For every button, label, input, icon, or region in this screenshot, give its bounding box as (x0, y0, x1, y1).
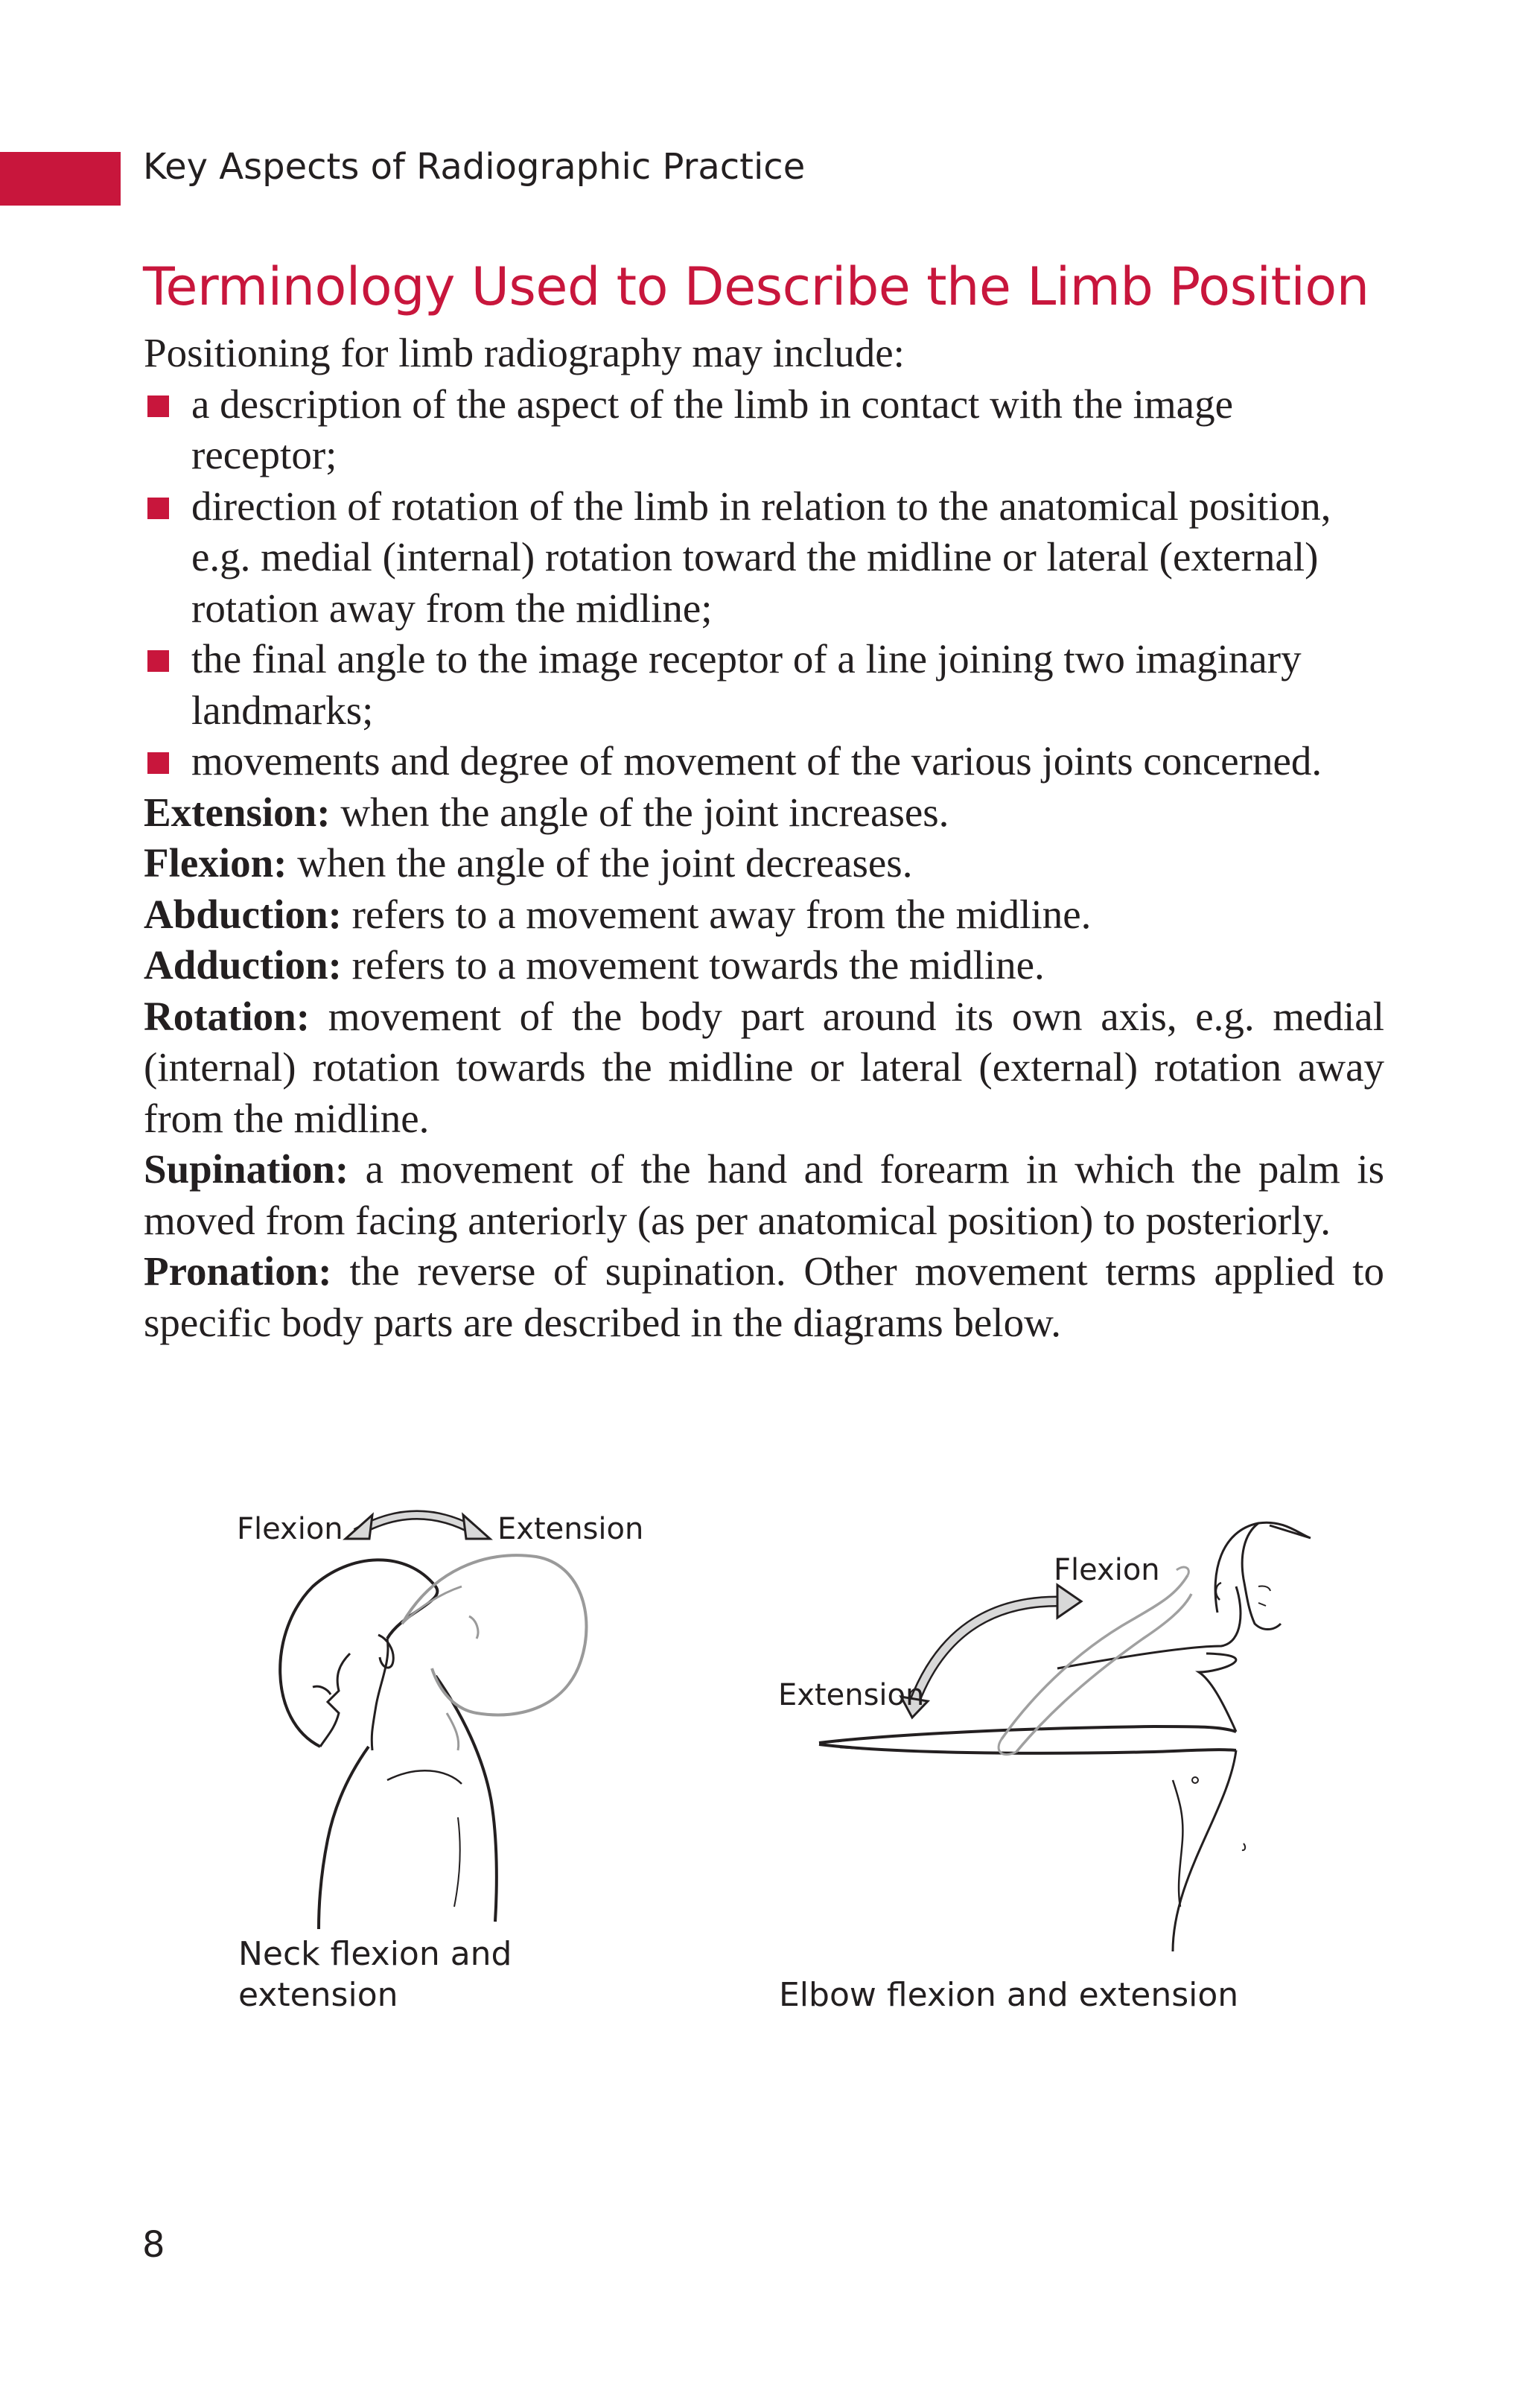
term-definition: the reverse of supination. Other movement terms applied to specific body parts are described in the diagrams below. (144, 1248, 1384, 1345)
neck-figure-caption: Neck flexion and extension (238, 1935, 512, 2014)
term-definition: when the angle of the joint decreases. (297, 840, 913, 886)
neck-flexion-label: Flexion (237, 1512, 343, 1546)
term-label: Extension: (144, 789, 331, 835)
bullet-text: direction of rotation of the limb in relation to the anatomical position, e.g. medial (internal) rotation toward the midline or lateral (external) rotation away from the midline; (191, 483, 1331, 631)
bullet-text: the final angle to the image receptor of a line joining two imaginary landmarks; (191, 636, 1302, 733)
term-label: Supination: (144, 1146, 349, 1192)
term-definition: refers to a movement towards the midline. (351, 942, 1045, 988)
term-definition: movement of the body part around its own axis, e.g. medial (internal) rotation towards the midline or lateral (external) rotation away from the midline. (144, 993, 1384, 1141)
elbow-extension-label: Extension (778, 1678, 925, 1712)
bullet-text: movements and degree of movement of the various joints concerned. (191, 738, 1322, 784)
page-number: 8 (142, 2224, 165, 2266)
term-label: Adduction: (144, 942, 342, 988)
intro-text: Positioning for limb radiography may include: (144, 330, 905, 375)
elbow-figure-caption: Elbow flexion and extension (779, 1976, 1239, 2014)
term-definition: a movement of the hand and forearm in which the palm is moved from facing anteriorly (as per anatomical position) to posteriorly. (144, 1146, 1384, 1243)
running-header: Key Aspects of Radiographic Practice (143, 146, 806, 188)
neck-extension-label: Extension (497, 1512, 644, 1546)
term-label: Flexion: (144, 840, 287, 886)
elbow-flexion-label: Flexion (1054, 1553, 1160, 1587)
term-label: Pronation: (144, 1248, 332, 1294)
term-label: Abduction: (144, 891, 342, 937)
term-definition: refers to a movement away from the midline. (351, 891, 1092, 937)
term-label: Rotation: (144, 993, 311, 1039)
term-definition: when the angle of the joint increases. (340, 789, 949, 835)
section-title: Terminology Used to Describe the Limb Position (143, 256, 1369, 317)
bullet-text: a description of the aspect of the limb in contact with the image receptor; (191, 381, 1234, 477)
